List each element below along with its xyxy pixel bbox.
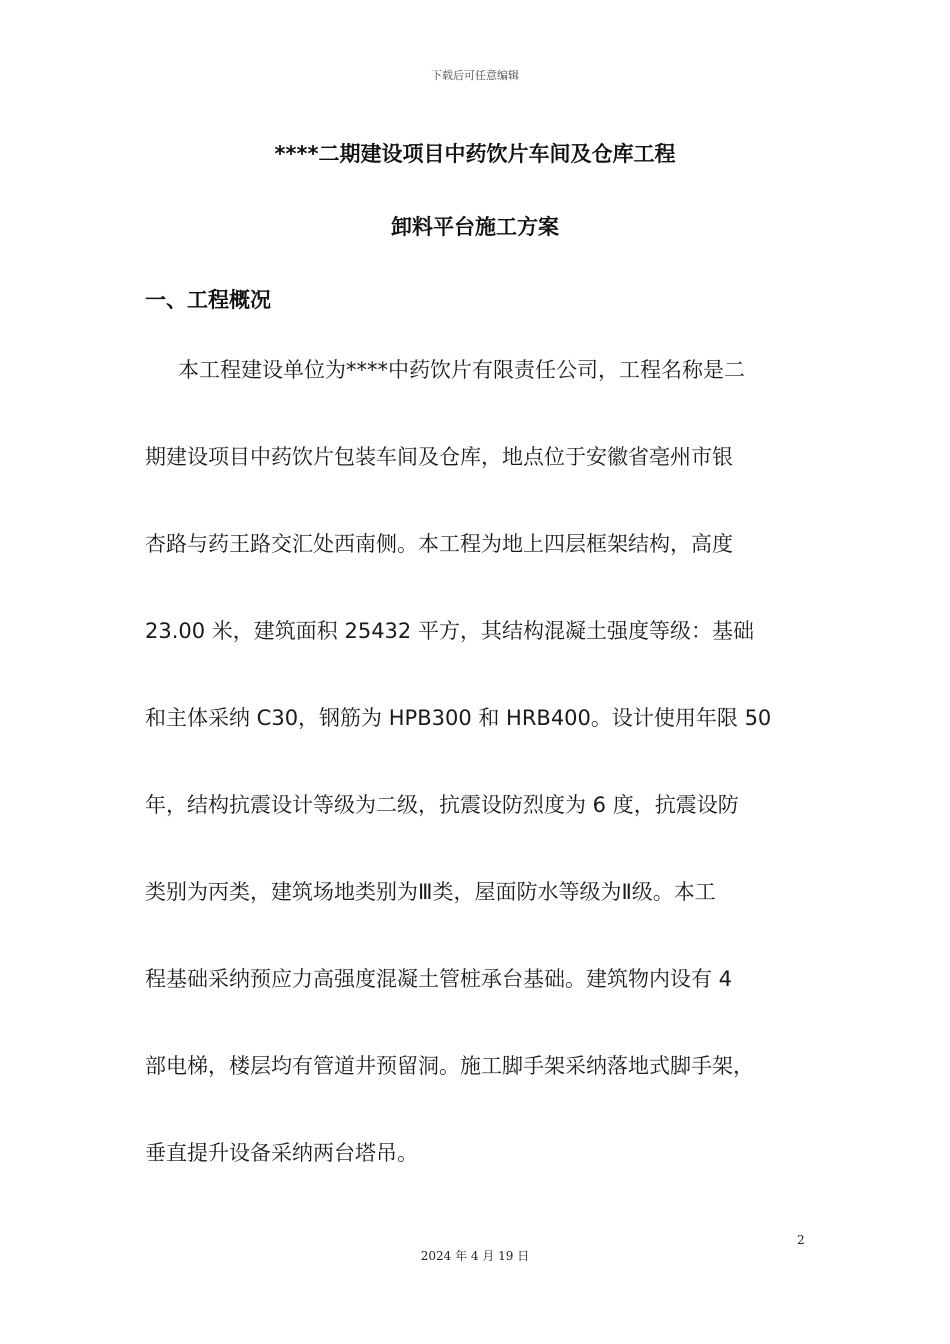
paragraph-line: 年，结构抗震设计等级为二级，抗震设防烈度为 6 度，抗震设防	[145, 793, 739, 817]
paragraph-line: 部电梯，楼层均有管道井预留洞。施工脚手架采纳落地式脚手架，	[145, 1054, 754, 1078]
paragraph-line: 本工程建设单位为****中药饮片有限责任公司，工程名称是二	[178, 358, 745, 382]
section-heading: 一、工程概况	[145, 288, 271, 312]
document-title: ****二期建设项目中药饮片车间及仓库工程	[274, 142, 676, 166]
page-header: 下载后可任意编辑	[431, 69, 519, 82]
page-number: 2	[797, 1233, 805, 1247]
page-footer-date: 2024 年 4 月 19 日	[420, 1249, 530, 1263]
paragraph-line: 杏路与药王路交汇处西南侧。本工程为地上四层框架结构，高度	[145, 532, 733, 556]
document-subtitle: 卸料平台施工方案	[391, 215, 559, 239]
paragraph-line: 垂直提升设备采纳两台塔吊。	[145, 1141, 418, 1165]
paragraph-line: 程基础采纳预应力高强度混凝土管桩承台基础。建筑物内设有 4	[145, 967, 733, 991]
paragraph-line: 23.00 米，建筑面积 25432 平方，其结构混凝土强度等级：基础	[145, 619, 754, 643]
paragraph-line: 期建设项目中药饮片包装车间及仓库，地点位于安徽省亳州市银	[145, 445, 733, 469]
paragraph-line: 和主体采纳 C30，钢筋为 HPB300 和 HRB400。设计使用年限 50	[145, 706, 772, 730]
paragraph-line: 类别为丙类，建筑场地类别为Ⅲ类，屋面防水等级为Ⅱ级。本工	[145, 880, 716, 904]
